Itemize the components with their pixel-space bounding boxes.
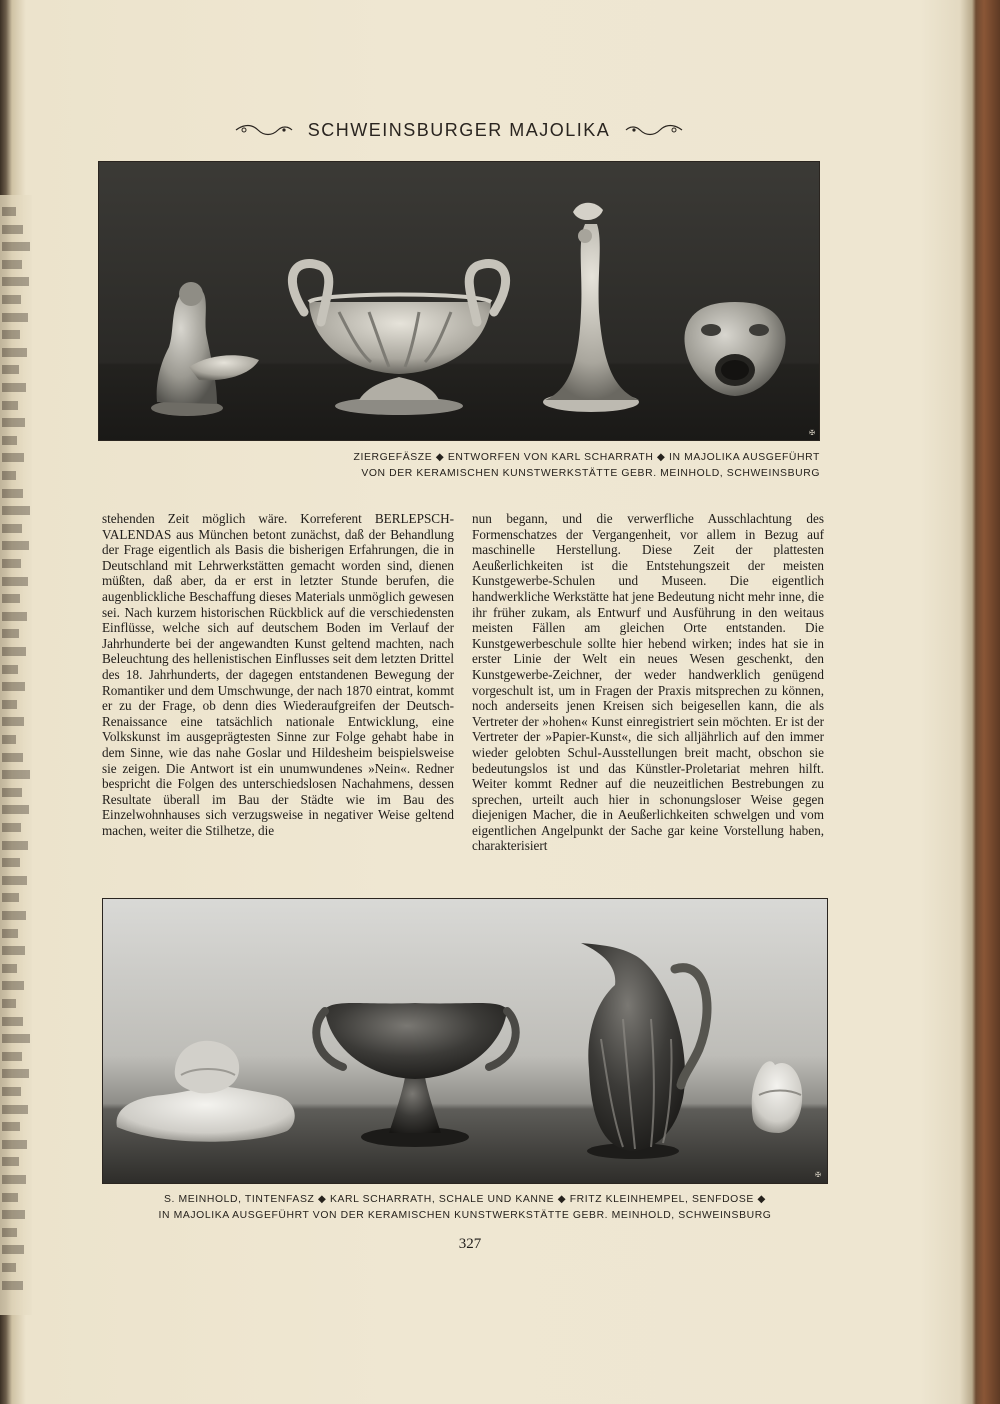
monogram-icon: ✠ (815, 1172, 821, 1179)
adjacent-page-text-fragment (2, 858, 20, 867)
adjacent-page-text-fragment (2, 1228, 17, 1237)
adjacent-page-text-fragment (2, 1105, 28, 1114)
adjacent-page-text-fragment (2, 629, 19, 638)
adjacent-page-text-fragment (2, 1052, 22, 1061)
adjacent-page-text-fragment (2, 1157, 19, 1166)
adjacent-page-text-fragment (2, 612, 27, 621)
paragraph: stehenden Zeit möglich wäre. Korreferent BERLEPSCH-VALENDAS aus München betont zunächst, daß der Behandlung der Frage eigentlich als Basis die bisherigen Erfahrungen, die in Deutschland mit Lehrwerkstätten gemacht worden sind, dienen müßten, daß aber, da er erst in letzter Stunde berufen, die augenblickliche Beschaffung dieses Materials unmöglich gewesen sei. Nach kurzem historischen Rückblick auf die verschiedensten Einflüsse, welche sich auf deutschem Boden im Verlauf der Jahrhunderte bei der angewandten Kunst geltend machten, nach Beleuchtung des hellenistischen Einflusses seit dem letzten Drittel des 18. Jahrhunderts, der dagegen entstandenen Bewegung der Romantiker und dem Umschwunge, der nach 1870 eintrat, kommt er zu der Frage, ob denn dies Wiederaufgreifen der Deutsch-Renaissance eine tatsächlich nationale Entwicklung, eine Volkskunst im ausgeprägtesten Sinne zur Folge gehabt habe in dem Sinne, wie das nahe Goslar und Hildesheim beispielsweise sie zeigen. Die Antwort ist ein unumwundenes »Nein«. Redner bespricht die Folgen des unterschiedslosen Nachahmens, dessen Resultate überall im Bau der Städte wie im Bau des Einzelwohnhauses sich verzugsweise in negativer Weise geltend machen, weiter die Stilhetze, die (102, 511, 454, 838)
page-header (230, 116, 688, 144)
adjacent-page-text-fragment (2, 946, 25, 955)
adjacent-page-text-fragment (2, 1034, 30, 1043)
adjacent-page-text-fragment (2, 735, 16, 744)
adjacent-page-text-fragment (2, 471, 16, 480)
adjacent-page-text-fragment (2, 964, 17, 973)
adjacent-page-text-fragment (2, 700, 17, 709)
adjacent-page-text-fragment (2, 753, 23, 762)
adjacent-page-text-fragment (2, 770, 30, 779)
adjacent-page-text-fragment (2, 348, 27, 357)
adjacent-page-text-fragment (2, 401, 18, 410)
running-title: SCHWEINSBURGER MAJOLIKA (307, 119, 611, 140)
adjacent-page-text-fragment (2, 436, 17, 445)
adjacent-page-text-fragment (2, 1245, 24, 1254)
caption-line: VON DER KERAMISCHEN KUNSTWERKSTÄTTE GEBR. MEINHOLD, SCHWEINSBURG (361, 468, 820, 479)
adjacent-page-text-fragment (2, 365, 19, 374)
adjacent-page-text-fragment (2, 911, 26, 920)
adjacent-page-margin (0, 195, 32, 1315)
adjacent-page-text-fragment (2, 999, 16, 1008)
adjacent-page-text-fragment (2, 207, 16, 216)
adjacent-page-text-fragment (2, 1281, 23, 1290)
adjacent-page-text-fragment (2, 383, 26, 392)
adjacent-page-text-fragment (2, 594, 20, 603)
adjacent-page-text-fragment (2, 1193, 18, 1202)
adjacent-page-text-fragment (2, 788, 22, 797)
adjacent-page-text-fragment (2, 418, 25, 427)
left-flourish-icon (234, 123, 294, 137)
figure-caption-top (354, 450, 820, 482)
adjacent-page-text-fragment (2, 242, 30, 251)
adjacent-page-text-fragment (2, 929, 18, 938)
adjacent-page-text-fragment (2, 1122, 20, 1131)
adjacent-page-text-fragment (2, 805, 29, 814)
figure-caption-bottom (102, 1192, 828, 1224)
adjacent-page-text-fragment (2, 489, 23, 498)
adjacent-page-text-fragment (2, 876, 27, 885)
adjacent-page-text-fragment (2, 1140, 27, 1149)
text-column-right (472, 511, 824, 854)
adjacent-page-text-fragment (2, 1263, 16, 1272)
adjacent-page-text-fragment (2, 665, 18, 674)
page-number: 327 (458, 1236, 482, 1252)
adjacent-page-text-fragment (2, 277, 29, 286)
adjacent-page-text-fragment (2, 1210, 25, 1219)
adjacent-page-text-fragment (2, 313, 28, 322)
adjacent-page-text-fragment (2, 225, 23, 234)
adjacent-page-text-fragment (2, 559, 21, 568)
caption-line: ZIERGEFÄSZE ◆ ENTWORFEN VON KARL SCHARRATH ◆ IN MAJOLIKA AUSGEFÜHRT (353, 452, 820, 463)
adjacent-page-text-fragment (2, 1175, 26, 1184)
adjacent-page-text-fragment (2, 1017, 23, 1026)
mustard-pot (752, 1061, 802, 1133)
paragraph: nun begann, und die verwerfliche Ausschlachtung des Formenschatzes der Vergangenheit, vor allem in Bezug auf maschinelle Herstellung. Diese Zeit der plattesten Aeußerlichkeiten ist die Entstehungszeit der meisten Kunstgewerbe-Schulen und Museen. Die eigentlich handwerkliche Werkstätte hat jene Bedeutung nicht mehr inne, die ihr früher zukam, als Entwurf und Ausführung in den weitaus meisten Fällen am gleichen Orte entstanden. Die Kunstgewerbeschule sollte hier hebend wirken; indes hat sie in erster Linie der Welt ein neues Wesen geschenkt, den Kunstgewerbe-Zeichner, der weder handwerklich genügend vorgeschult ist, um in Fragen der Praxis mitsprechen zu können, noch anderseits jenen Kreisen sich beigesellen kann, die als Vertreter der »hohen« Kunst einregistriert sein möchten. Er ist der Vertreter der »Papier-Kunst«, die sich alljährlich auf den immer wieder gelobten Schul-Ausstellungen breit macht, obschon sie bedeutungslos ist und das Künstler-Proletariat mehren hilft. Weiter kommt Redner auf die neuzeitlichen Bestrebungen zu sprechen, urteilt auch hier in schonungsloser Weise gegen diejenigen Macher, die in Aeußerlichkeiten schwelgen und vom eigentlichen Angelpunkt der Sache gar keine Vorstellung haben, charakterisiert (472, 511, 824, 854)
adjacent-page-text-fragment (2, 717, 24, 726)
adjacent-page-text-fragment (2, 260, 22, 269)
adjacent-page-text-fragment (2, 841, 28, 850)
adjacent-page-text-fragment (2, 577, 28, 586)
adjacent-page-text-fragment (2, 893, 19, 902)
monogram-icon: ✠ (809, 430, 815, 437)
adjacent-page-text-fragment (2, 295, 21, 304)
text-column-left (102, 511, 454, 838)
adjacent-page-text-fragment (2, 524, 22, 533)
adjacent-page-text-fragment (2, 823, 21, 832)
adjacent-page-text-fragment (2, 1069, 29, 1078)
adjacent-page-text-fragment (2, 981, 24, 990)
adjacent-page-text-fragment (2, 506, 30, 515)
adjacent-page-text-fragment (2, 541, 29, 550)
right-flourish-icon (624, 123, 684, 137)
adjacent-page-text-fragment (2, 1087, 21, 1096)
caption-line: S. MEINHOLD, TINTENFASZ ◆ KARL SCHARRATH, SCHALE UND KANNE ◆ FRITZ KLEINHEMPEL, SENFDOSE ◆ (163, 1194, 767, 1205)
caption-line: IN MAJOLIKA AUSGEFÜHRT VON DER KERAMISCHEN KUNSTWERKSTÄTTE GEBR. MEINHOLD, SCHWEINSBURG (158, 1210, 772, 1221)
adjacent-page-text-fragment (2, 682, 25, 691)
photo-ceramic-vases (98, 161, 820, 441)
adjacent-page-text-fragment (2, 453, 24, 462)
photo-ceramic-pieces (102, 898, 828, 1184)
adjacent-page-text-fragment (2, 647, 26, 656)
adjacent-page-text-fragment (2, 330, 20, 339)
